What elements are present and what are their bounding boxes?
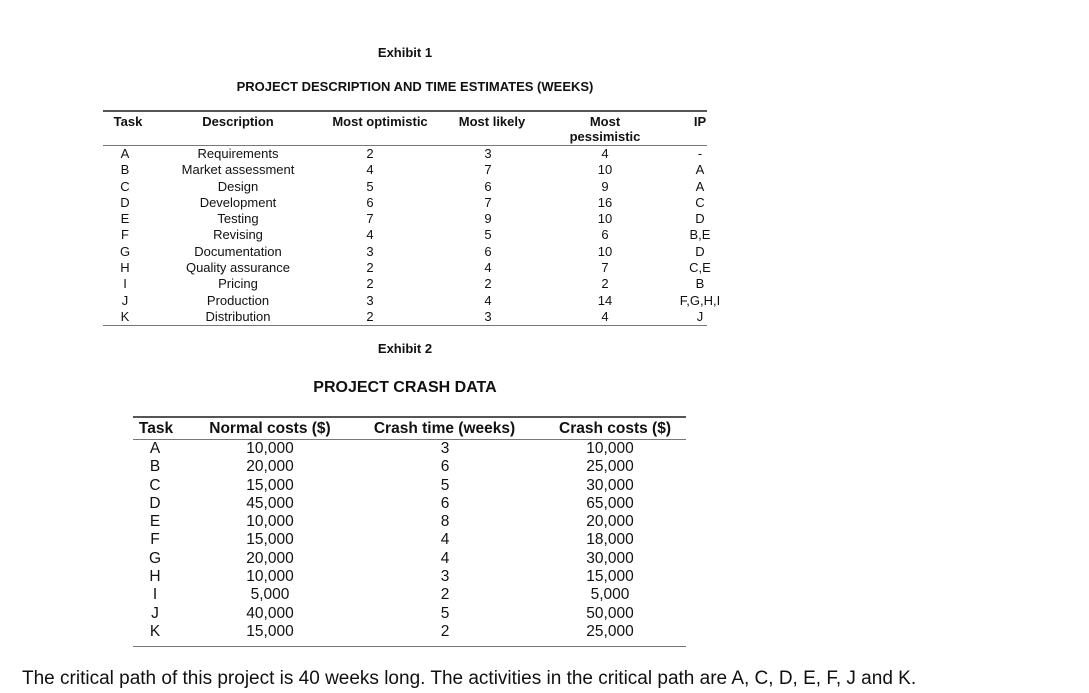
table-1-top-rule bbox=[103, 110, 707, 112]
task-cell: J bbox=[121, 292, 129, 308]
exhibit-2-title: PROJECT CRASH DATA bbox=[313, 379, 497, 396]
likely-cell: 4 bbox=[484, 292, 492, 308]
table-2-crash-time-column bbox=[425, 440, 465, 641]
description-cell: Distribution bbox=[205, 308, 271, 324]
optimistic-cell: 5 bbox=[366, 178, 374, 194]
pessimistic-cell: 10 bbox=[597, 211, 613, 227]
normal-cost-cell: 5,000 bbox=[250, 586, 290, 604]
task-cell: D bbox=[120, 194, 130, 210]
pessimistic-cell: 9 bbox=[601, 178, 609, 194]
ip-cell: C bbox=[695, 194, 705, 210]
likely-cell: 3 bbox=[484, 308, 492, 324]
description-cell: Revising bbox=[213, 227, 263, 243]
header-description: Description bbox=[202, 114, 274, 129]
description-cell: Development bbox=[199, 194, 277, 210]
crash-time-cell: 4 bbox=[440, 531, 450, 549]
description-cell: Requirements bbox=[197, 146, 279, 161]
crash-cost-cell: 30,000 bbox=[586, 476, 634, 494]
task-cell: G bbox=[119, 243, 131, 259]
pessimistic-cell: 10 bbox=[597, 162, 613, 178]
ip-cell: - bbox=[697, 146, 703, 161]
likely-cell: 2 bbox=[484, 276, 492, 292]
table-2-task-column bbox=[140, 440, 170, 641]
table-2-normal-costs-column bbox=[230, 440, 310, 641]
description-cell: Production bbox=[206, 292, 270, 308]
optimistic-cell: 2 bbox=[366, 260, 374, 276]
optimistic-cell: 6 bbox=[366, 194, 374, 210]
crash-cost-cell: 18,000 bbox=[586, 531, 634, 549]
ip-cell: A bbox=[695, 178, 705, 194]
optimistic-cell: 3 bbox=[366, 243, 374, 259]
pessimistic-cell: 2 bbox=[601, 276, 609, 292]
normal-cost-cell: 15,000 bbox=[246, 531, 294, 549]
optimistic-cell: 3 bbox=[366, 292, 374, 308]
table-1-pessimistic-column bbox=[580, 146, 630, 325]
likely-cell: 9 bbox=[484, 211, 492, 227]
optimistic-cell: 4 bbox=[366, 162, 374, 178]
task-cell: B bbox=[120, 162, 130, 178]
table-2-bottom-rule bbox=[133, 646, 686, 647]
ip-cell: C,E bbox=[689, 260, 711, 276]
crash-cost-cell: 15,000 bbox=[586, 568, 634, 586]
crash-time-cell: 4 bbox=[440, 549, 450, 567]
header-crash-costs: Crash costs ($) bbox=[559, 420, 671, 437]
crash-time-cell: 6 bbox=[440, 494, 450, 512]
pessimistic-cell: 6 bbox=[601, 227, 609, 243]
crash-time-cell: 3 bbox=[440, 568, 450, 586]
optimistic-cell: 2 bbox=[366, 308, 374, 324]
critical-path-note: The critical path of this project is 40 weeks long. The activities in the critical path are A, C, D, E, F, J and K. bbox=[22, 668, 917, 689]
normal-cost-cell: 10,000 bbox=[246, 440, 294, 457]
crash-time-cell: 6 bbox=[440, 458, 450, 476]
crash-cost-cell: 30,000 bbox=[586, 549, 634, 567]
crash-cost-cell: 10,000 bbox=[586, 440, 634, 457]
crash-cost-cell: 25,000 bbox=[586, 458, 634, 476]
pessimistic-cell: 16 bbox=[597, 194, 613, 210]
crash-cost-cell: 5,000 bbox=[590, 586, 630, 604]
header-ip: IP bbox=[693, 114, 707, 129]
ip-cell: A bbox=[695, 162, 705, 178]
table-1-ip-column bbox=[660, 146, 740, 325]
pessimistic-cell: 10 bbox=[597, 243, 613, 259]
task-cell: J bbox=[151, 604, 159, 622]
optimistic-cell: 2 bbox=[366, 146, 374, 161]
table-2-top-rule bbox=[133, 416, 686, 418]
likely-cell: 4 bbox=[484, 260, 492, 276]
header-task-2: Task bbox=[138, 420, 174, 437]
likely-cell: 5 bbox=[484, 227, 492, 243]
task-cell: F bbox=[150, 531, 160, 549]
normal-cost-cell: 20,000 bbox=[246, 458, 294, 476]
optimistic-cell: 7 bbox=[366, 211, 374, 227]
description-cell: Design bbox=[217, 178, 259, 194]
task-cell: I bbox=[123, 276, 127, 292]
task-cell: E bbox=[120, 211, 130, 227]
crash-time-cell: 5 bbox=[440, 604, 450, 622]
exhibit-2-label: Exhibit 2 bbox=[377, 341, 433, 353]
task-cell: G bbox=[148, 549, 162, 567]
optimistic-cell: 4 bbox=[366, 227, 374, 243]
normal-cost-cell: 45,000 bbox=[246, 494, 294, 512]
table-1-optimistic-column bbox=[355, 146, 385, 325]
table-1-task-column bbox=[110, 146, 140, 325]
pessimistic-cell: 14 bbox=[597, 292, 613, 308]
likely-cell: 7 bbox=[484, 162, 492, 178]
description-cell: Quality assurance bbox=[185, 260, 291, 276]
header-normal-costs: Normal costs ($) bbox=[209, 420, 331, 437]
description-cell: Market assessment bbox=[181, 162, 295, 178]
normal-cost-cell: 10,000 bbox=[246, 568, 294, 586]
header-crash-time: Crash time (weeks) bbox=[373, 420, 516, 437]
crash-time-cell: 2 bbox=[440, 622, 450, 640]
likely-cell: 7 bbox=[484, 194, 492, 210]
table-1-bottom-rule bbox=[103, 325, 707, 326]
ip-cell: B,E bbox=[689, 227, 711, 243]
task-cell: F bbox=[121, 227, 129, 243]
pessimistic-cell: 7 bbox=[601, 260, 609, 276]
crash-time-cell: 8 bbox=[440, 513, 450, 531]
likely-cell: 6 bbox=[484, 243, 492, 259]
header-most-pessimistic: Most pessimistic bbox=[569, 114, 641, 144]
crash-cost-cell: 50,000 bbox=[586, 604, 634, 622]
likely-cell: 3 bbox=[484, 146, 492, 161]
normal-cost-cell: 10,000 bbox=[246, 513, 294, 531]
table-1-description-column bbox=[163, 146, 313, 325]
task-cell: C bbox=[149, 476, 161, 494]
crash-cost-cell: 20,000 bbox=[586, 513, 634, 531]
crash-time-cell: 2 bbox=[440, 586, 450, 604]
task-cell: E bbox=[149, 513, 161, 531]
exhibit-1-title: PROJECT DESCRIPTION AND TIME ESTIMATES (WEEKS) bbox=[236, 79, 594, 94]
task-cell: K bbox=[149, 622, 161, 640]
task-cell: I bbox=[152, 586, 158, 604]
ip-cell: J bbox=[696, 308, 704, 324]
table-2-crash-costs-column bbox=[570, 440, 650, 641]
pessimistic-cell: 4 bbox=[601, 146, 609, 161]
normal-cost-cell: 20,000 bbox=[246, 549, 294, 567]
crash-cost-cell: 65,000 bbox=[586, 494, 634, 512]
exhibit-1-label: Exhibit 1 bbox=[377, 45, 433, 60]
task-cell: H bbox=[149, 568, 161, 586]
table-1-likely-column bbox=[473, 146, 503, 325]
ip-cell: D bbox=[695, 211, 705, 227]
description-cell: Pricing bbox=[218, 276, 258, 292]
header-task: Task bbox=[113, 114, 143, 129]
ip-cell: D bbox=[695, 243, 705, 259]
header-most-likely: Most likely bbox=[458, 114, 526, 129]
task-cell: A bbox=[149, 440, 161, 457]
normal-cost-cell: 40,000 bbox=[246, 604, 294, 622]
description-cell: Testing bbox=[217, 211, 259, 227]
crash-time-cell: 3 bbox=[440, 440, 450, 457]
crash-time-cell: 5 bbox=[440, 476, 450, 494]
task-cell: D bbox=[149, 494, 161, 512]
task-cell: C bbox=[120, 178, 130, 194]
task-cell: H bbox=[120, 260, 130, 276]
ip-cell: B bbox=[695, 276, 705, 292]
normal-cost-cell: 15,000 bbox=[246, 476, 294, 494]
ip-cell: F,G,H,I bbox=[679, 292, 721, 308]
task-cell: K bbox=[120, 308, 130, 324]
normal-cost-cell: 15,000 bbox=[246, 622, 294, 640]
crash-cost-cell: 25,000 bbox=[586, 622, 634, 640]
task-cell: B bbox=[149, 458, 161, 476]
likely-cell: 6 bbox=[484, 178, 492, 194]
task-cell: A bbox=[120, 146, 130, 161]
pessimistic-cell: 4 bbox=[601, 308, 609, 324]
description-cell: Documentation bbox=[194, 243, 282, 259]
optimistic-cell: 2 bbox=[366, 276, 374, 292]
header-most-optimistic: Most optimistic bbox=[332, 114, 428, 129]
